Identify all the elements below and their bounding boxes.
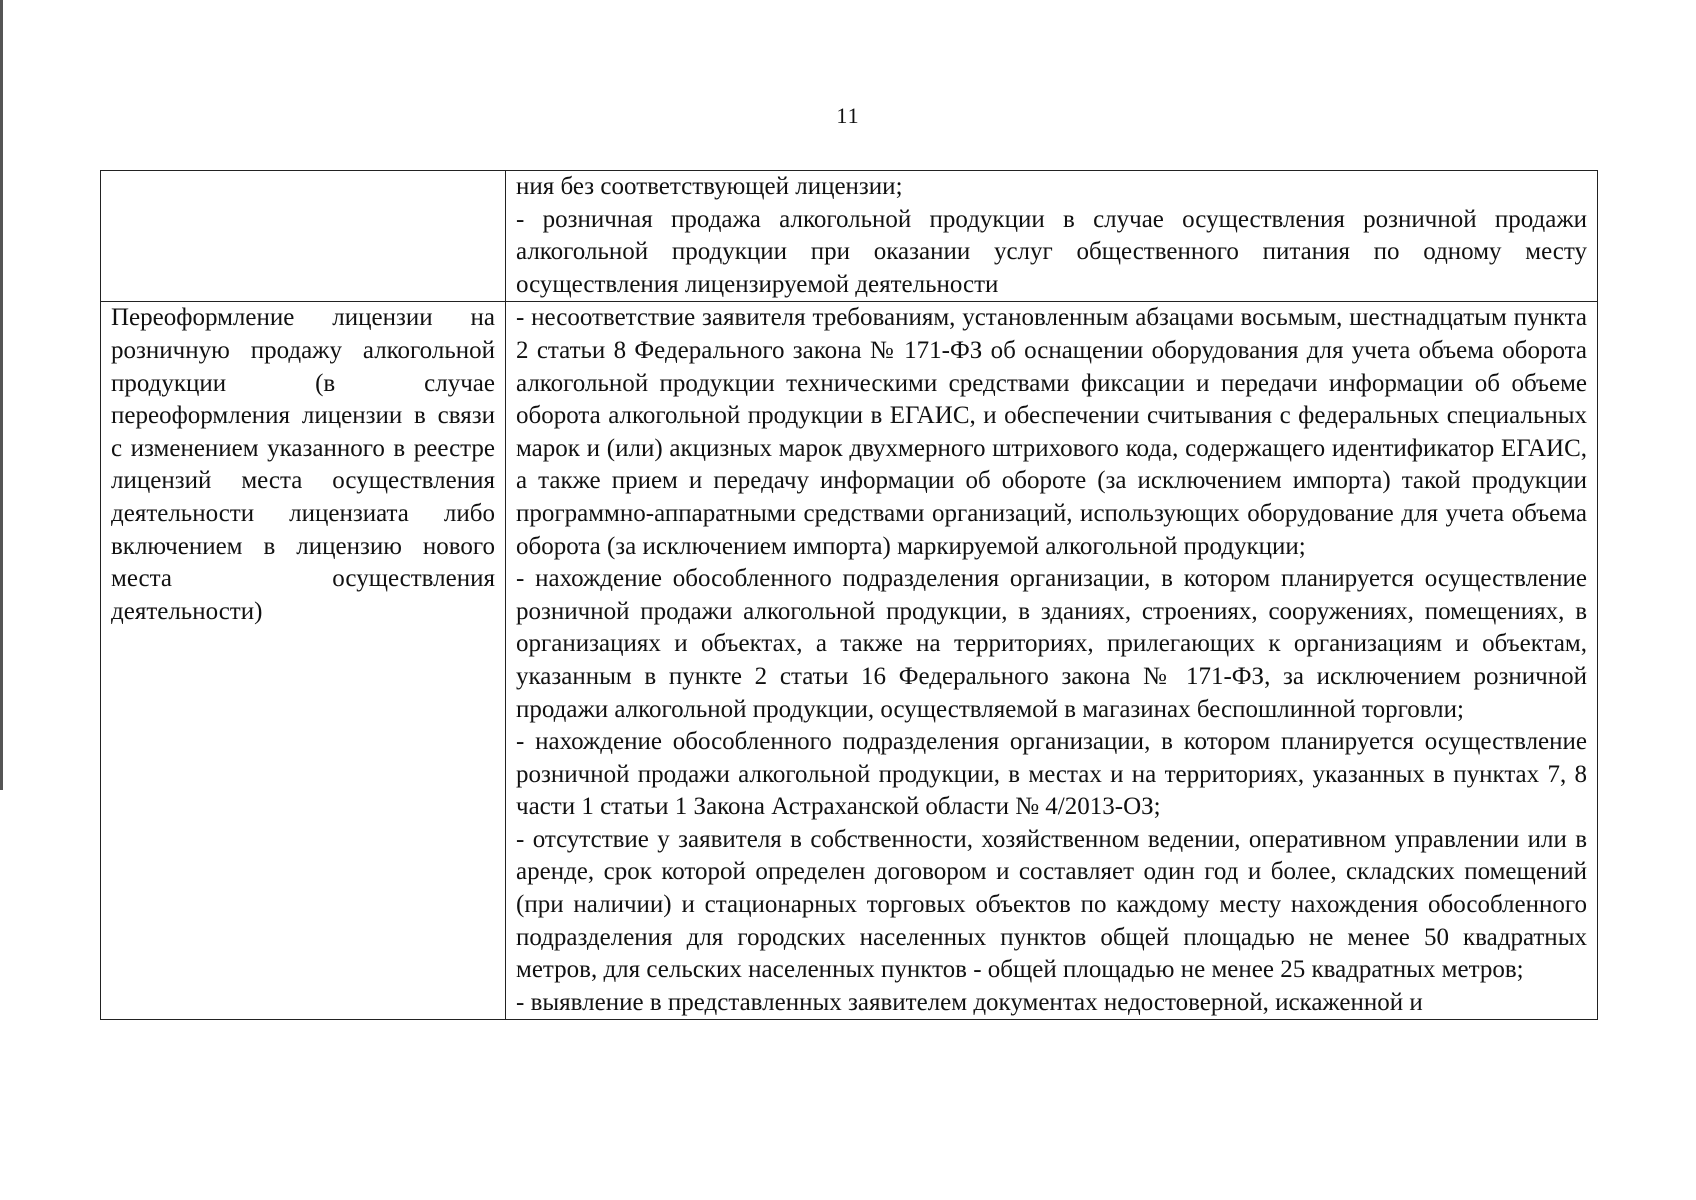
grounds-paragraph: ния без соответствующей лицензии; xyxy=(516,173,903,200)
table-cell-procedure xyxy=(101,302,506,1020)
procedure-text: Переоформление лицензии на розничную продажу алкогольной продукции (в случае переоформления лицензии в связи с изменением указанного в реестре лицензий места осуществления деятельности лицензиата либо включением в лицензию нового места осуществления деятельности) xyxy=(111,304,495,625)
table-cell-procedure xyxy=(101,171,506,302)
table-row xyxy=(101,302,1598,1020)
table-cell-grounds xyxy=(506,302,1598,1020)
grounds-paragraph: - выявление в представленных заявителем документах недостоверной, искаженной и xyxy=(516,988,1423,1016)
grounds-paragraph: - отсутствие у заявителя в собственности, хозяйственном ведении, оперативном управлении или в аренде, срок которой определен договором и составляет один год и более, складских помещений (при наличии) и стационарных торговых объектов по каждому месту нахождения обособленного подразделения для городских населенных пунктов общей площадью не менее 50 квадратных метров, для сельских населенных пунктов - общей площадью не менее 25 квадратных метров; xyxy=(516,825,1587,984)
grounds-paragraph: - нахождение обособленного подразделения организации, в котором планируется осуществление розничной продажи алкогольной продукции, в местах и на территориях, указанных в пунктах 7, 8 части 1 статьи 1 Закона Астраханской области № 4/2013-ОЗ; xyxy=(516,728,1587,821)
grounds-paragraph: - розничная продажа алкогольной продукции в случае осуществления розничной продажи алкогольной продукции при оказании услуг общественного питания по одному месту осуществления лицензируемой деятельности xyxy=(516,205,1587,298)
table-cell-grounds xyxy=(506,171,1598,302)
grounds-paragraph: - нахождение обособленного подразделения организации, в котором планируется осуществление розничной продажи алкогольной продукции, в зданиях, строениях, сооружениях, помещениях, в организациях и объектах, а также на территориях, прилегающих к организациям и объектам, указанным в пункте 2 статьи 16 Федерального закона № 171-ФЗ, за исключением розничной продажи алкогольной продукции, осуществляемой в магазинах беспошлинной торговли; xyxy=(516,565,1587,723)
page-number: 11 xyxy=(836,103,860,128)
grounds-table xyxy=(100,170,1598,1020)
table-row xyxy=(101,171,1598,302)
grounds-paragraph: - несоответствие заявителя требованиям, установленным абзацами восьмым, шестнадцатым пункта 2 статьи 8 Федерального закона № 171-ФЗ об оснащении оборудования для учета объема оборота алкогольной продукции техническими средствами фиксации и передачи информации об объеме оборота алкогольной продукции в ЕГАИС, и обеспечении считывания с федеральных специальных марок и (или) акцизных марок двухмерного штрихового кода, содержащего идентификатор ЕГАИС, а также прием и передачу информации об обороте (за исключением импорта) такой продукции программно-аппаратными средствами организаций, использующих оборудование для учета объема оборота (за исключением импорта) маркируемой алкогольной продукции; xyxy=(516,304,1587,560)
